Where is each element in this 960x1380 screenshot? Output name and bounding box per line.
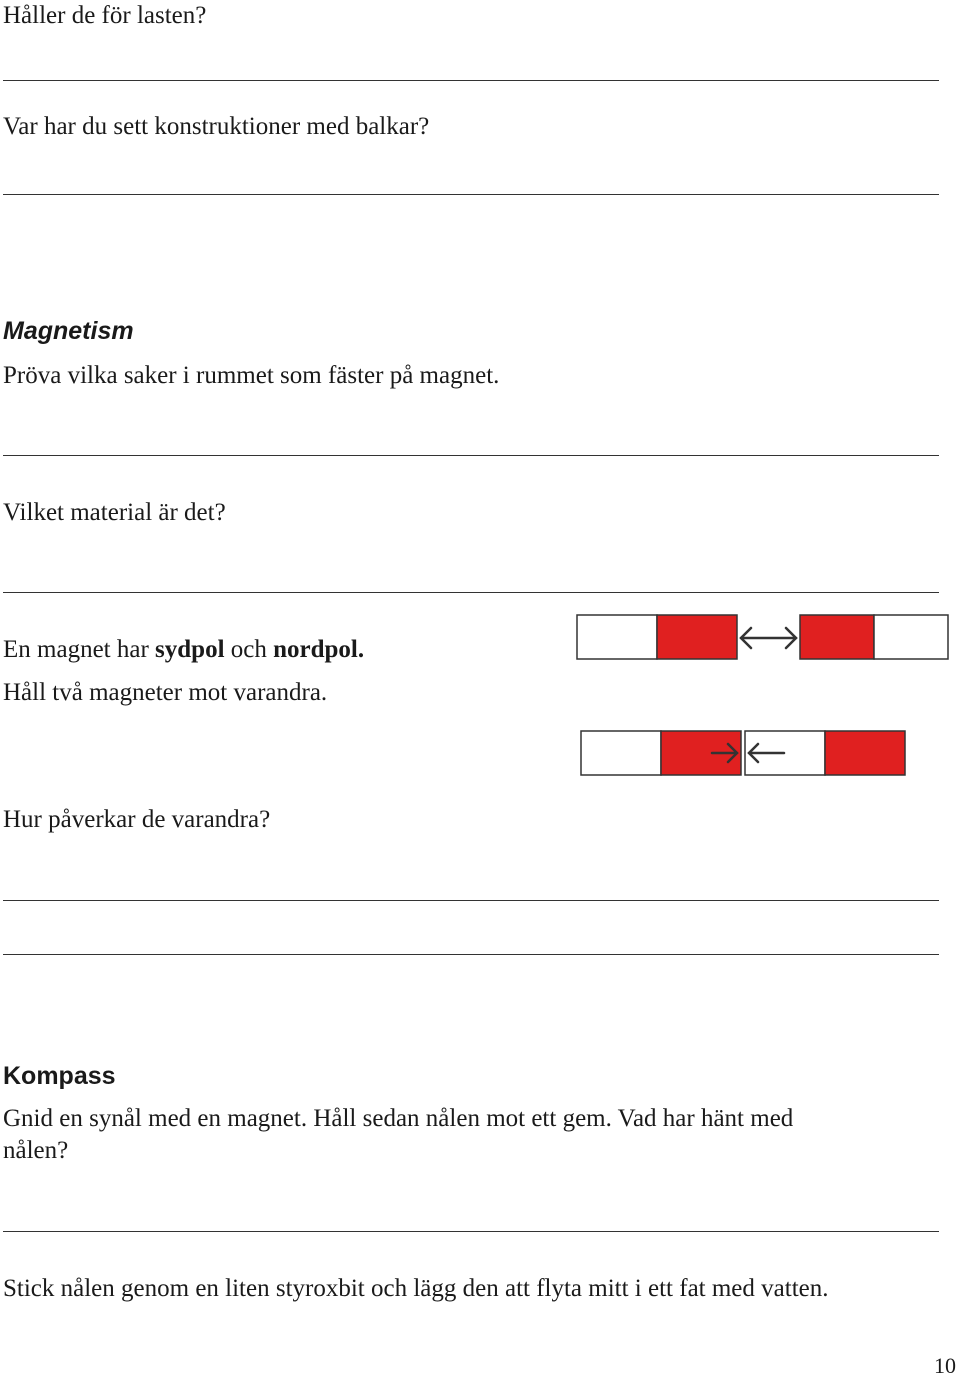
answer-line <box>3 900 939 901</box>
answer-line <box>3 954 939 955</box>
instruction-rub-needle-2: nålen? <box>3 1137 69 1164</box>
question-affect: Hur påverkar de varandra? <box>3 806 271 833</box>
heading-compass: Kompass <box>3 1062 116 1090</box>
magnet-red-half <box>825 731 905 775</box>
answer-line <box>3 455 939 456</box>
question-material: Vilket material är det? <box>3 499 226 526</box>
question-beams: Var har du sett konstruktioner med balkar? <box>3 113 430 140</box>
poles-mid: och <box>224 636 274 663</box>
poles-south: sydpol <box>155 636 225 663</box>
text-poles <box>3 634 364 666</box>
magnet-red-half <box>800 615 874 659</box>
poles-pre: En magnet har <box>3 636 156 663</box>
page-number: 10 <box>934 1353 956 1378</box>
poles-north: nordpol. <box>273 636 365 663</box>
answer-line <box>3 1231 939 1232</box>
magnet-white-half <box>874 615 948 659</box>
answer-line <box>3 194 939 195</box>
instruction-try-magnet: Pröva vilka saker i rummet som fäster på magnet. <box>3 362 500 389</box>
answer-line <box>3 80 939 81</box>
magnet-pair-repel <box>577 615 948 659</box>
answer-line <box>3 592 939 593</box>
double-arrow-icon <box>741 628 796 648</box>
magnet-white-half <box>581 731 661 775</box>
instruction-float-needle: Stick nålen genom en liten styroxbit och lägg den att flyta mitt i ett fat med vatten. <box>3 1275 829 1302</box>
instruction-hold-magnets: Håll två magneter mot varandra. <box>3 679 328 706</box>
magnet-red-half <box>657 615 737 659</box>
question-hold-load: Håller de för lasten? <box>3 2 207 29</box>
magnet-white-half <box>577 615 657 659</box>
heading-magnetism: Magnetism <box>3 317 134 345</box>
instruction-rub-needle-1: Gnid en synål med en magnet. Håll sedan nålen mot ett gem. Vad har hänt med <box>3 1105 794 1132</box>
magnet-figure <box>574 610 954 782</box>
magnet-pair-attract <box>581 731 905 775</box>
